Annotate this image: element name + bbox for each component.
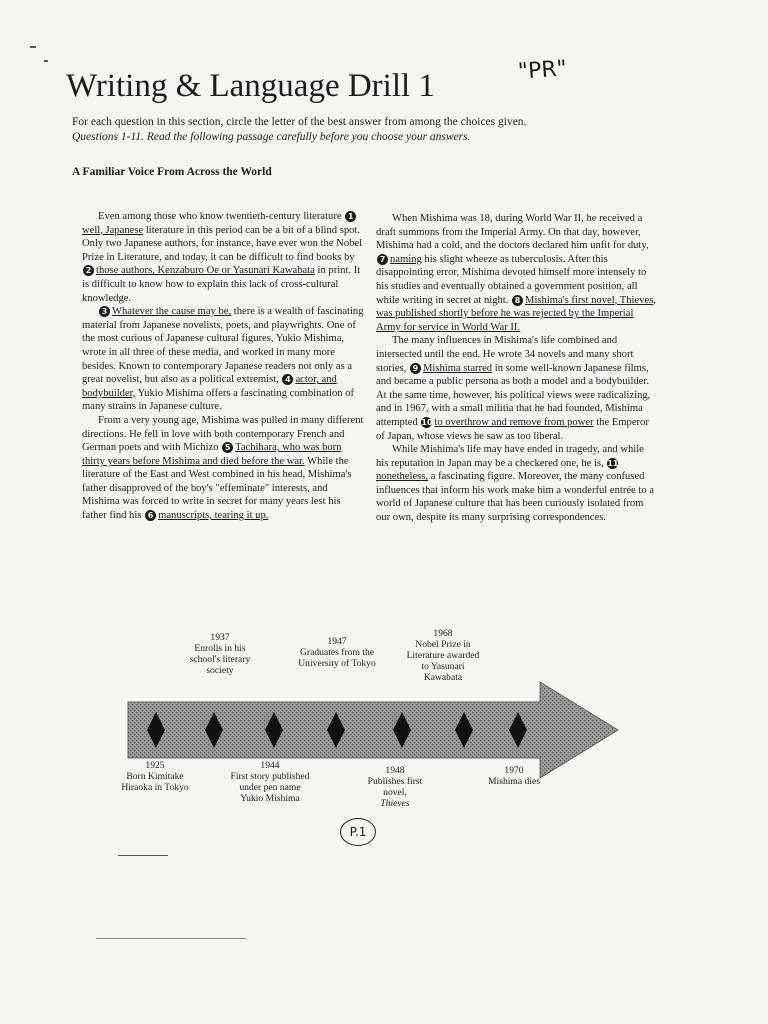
timeline-event-1948: [355, 765, 435, 809]
event-year: 1937: [210, 632, 230, 643]
timeline-event-1925: [115, 760, 195, 793]
question-marker-3: 3: [99, 306, 110, 317]
timeline-event-1968: [403, 628, 483, 683]
timeline-event-1944: [230, 760, 310, 804]
event-book-title: Thieves: [380, 798, 410, 809]
underlined-portion-5[interactable]: Tachihara, who was born thirty years before Mishima and died before the war.: [82, 442, 342, 467]
paragraph-text: a fascinating figure. Moreover, the many confused influences that inform his work make him a wonderful entrée to a world of Japanese culture that has been curiously isolated from our own, despite its many surprising correspondences.: [376, 471, 654, 524]
event-year: 1944: [260, 760, 280, 771]
question-marker-5: 5: [222, 442, 233, 453]
event-text: Mishima dies: [488, 776, 540, 787]
underlined-portion-11[interactable]: nonetheless,: [376, 471, 429, 483]
paragraph-text: Yukio Mishima offers a fascinating combination of many strains in Japanese culture.: [82, 387, 355, 413]
paragraph-text: The many influences in Mishima's life combined and intersected until the end. He wrote 34 novels and many short stories,: [376, 335, 634, 374]
underlined-portion-9[interactable]: Mishima starred: [422, 362, 493, 374]
paragraph-text: While Mishima's life may have ended in tragedy, and while his reputation in Japan may be a checkered one, he is,: [376, 444, 644, 469]
underlined-portion-10[interactable]: to overthrow and remove from power: [434, 416, 594, 428]
paragraph-4: [376, 212, 658, 334]
scan-speck: [118, 855, 168, 856]
underlined-portion-6[interactable]: manuscripts, tearing it up.: [158, 510, 269, 522]
question-marker-9: 9: [410, 363, 421, 374]
event-text: Nobel Prize in Literature awarded to Yasunari Kawabata: [406, 639, 480, 683]
scan-speck: [44, 60, 48, 62]
paragraph-text: there is a wealth of fascinating material from Japanese novelists, poets, and playwrights. One of the most curious of Japanese cultural figures, Yukio Mishima, wrote in all three of these media, and worked in many more besides. Known to contemporary Japanese readers not only as a great novelist, but also as a political extremist,: [82, 306, 364, 386]
underlined-portion-1[interactable]: well, Japanese: [82, 224, 144, 236]
timeline-arrow: [128, 682, 618, 778]
instructions: [72, 115, 672, 145]
underlined-portion-3[interactable]: Whatever the cause may be,: [112, 306, 232, 318]
event-text: Enrolls in his school's literary society: [189, 643, 251, 676]
question-marker-10: 10: [421, 417, 433, 427]
paragraph-text: Even among those who know twentieth-century literature: [98, 211, 345, 222]
timeline-arrow-graphic: [0, 620, 768, 850]
passage-left-column: [82, 210, 364, 523]
underlined-portion-2[interactable]: those authors, Kenzaburo Oe or Yasunari Kawabata: [96, 265, 315, 277]
question-marker-2: 2: [83, 265, 94, 276]
handwritten-note: "PR": [517, 56, 568, 85]
underlined-portion-8[interactable]: Mishima's first novel, Thieves, was published shortly before he was rejected by the Imperial Army for service in World War II.: [376, 294, 656, 333]
event-text: Publishes first novel,: [367, 776, 423, 798]
question-marker-1: 1: [345, 211, 356, 222]
paragraph-text: From a very young age, Mishima was pulled in many different directions. He fell in love with both contemporary French and German poets and with Michizo: [82, 414, 364, 454]
paragraph-text: the Emperor of Japan, whose views he saw as too liberal.: [376, 416, 649, 442]
page-title: Writing & Language Drill 1: [66, 68, 435, 104]
question-marker-4: 4: [282, 374, 293, 385]
timeline-event-1947: [297, 636, 377, 669]
scan-speck: [96, 938, 246, 939]
paragraph-1: [82, 210, 364, 305]
scan-speck: [30, 46, 36, 48]
paragraph-text: When Mishima was 18, during World War II, he received a draft summons from the Imperial Army. On that day, however, Mishima had a cold, and the doctors declared him unfit for duty,: [376, 213, 649, 252]
event-year: 1925: [145, 760, 165, 771]
event-text: Graduates from the University of Tokyo: [298, 647, 376, 669]
passage-right-column: [376, 212, 658, 525]
paragraph-text: in some well-known Japanese films, and became a public persona as both a model and a bodybuilder. At the same time, however, his political views were radicalizing, and in 1967, with a small militia that he had founded, Mishima attempted: [376, 362, 651, 428]
timeline-event-1937: [180, 632, 260, 676]
event-year: 1970: [504, 765, 524, 776]
question-marker-7: 7: [377, 254, 388, 265]
paragraph-3: [82, 414, 364, 523]
paragraph-text: his slight wheeze as tuberculosis. After this disappointing error, Mishima devoted himself more intensely to his studies and eventually obtained a government position, all while writing in secret at night.: [376, 253, 647, 306]
paragraph-text: While the literature of the East and West combined in his head, Mishima's father disapproved of the boy's "effeminate" interests, and Mishima was forced to write in secret for many years lest his father find his: [82, 455, 352, 522]
question-marker-6: 6: [145, 510, 156, 521]
paragraph-6: [376, 443, 658, 525]
underlined-portion-4[interactable]: actor, and bodybuilder,: [82, 374, 337, 399]
paragraph-text: in print. It is difficult to know how to explain this lack of cross-cultural knowledge.: [82, 265, 361, 304]
instructions-line-2: Questions 1-11. Read the following passage carefully before you choose your answers.: [72, 131, 471, 143]
paragraph-2: [82, 305, 364, 414]
passage-title: A Familiar Voice From Across the World: [72, 166, 272, 178]
underlined-portion-7[interactable]: naming: [390, 253, 422, 265]
timeline: [0, 620, 768, 850]
event-text: Born Kimitake Hiraoka in Tokyo: [121, 771, 189, 793]
question-marker-11: 11: [607, 458, 619, 468]
event-year: 1968: [433, 628, 453, 639]
question-marker-8: 8: [512, 295, 523, 306]
paragraph-text: literature in this period can be a bit of a blind spot. Only two Japanese authors, for instance, have ever won the Nobel Prize in Literature, and today, it can be difficult to find books by: [82, 224, 363, 263]
instructions-line-1: For each question in this section, circle the letter of the best answer from among the choices given.: [72, 116, 527, 128]
page-number: P.1: [340, 818, 376, 846]
event-year: 1947: [327, 636, 347, 647]
event-text: First story published under pen name Yukio Mishima: [230, 771, 310, 804]
timeline-event-1970: [474, 765, 554, 787]
paragraph-5: [376, 334, 658, 443]
event-year: 1948: [385, 765, 405, 776]
